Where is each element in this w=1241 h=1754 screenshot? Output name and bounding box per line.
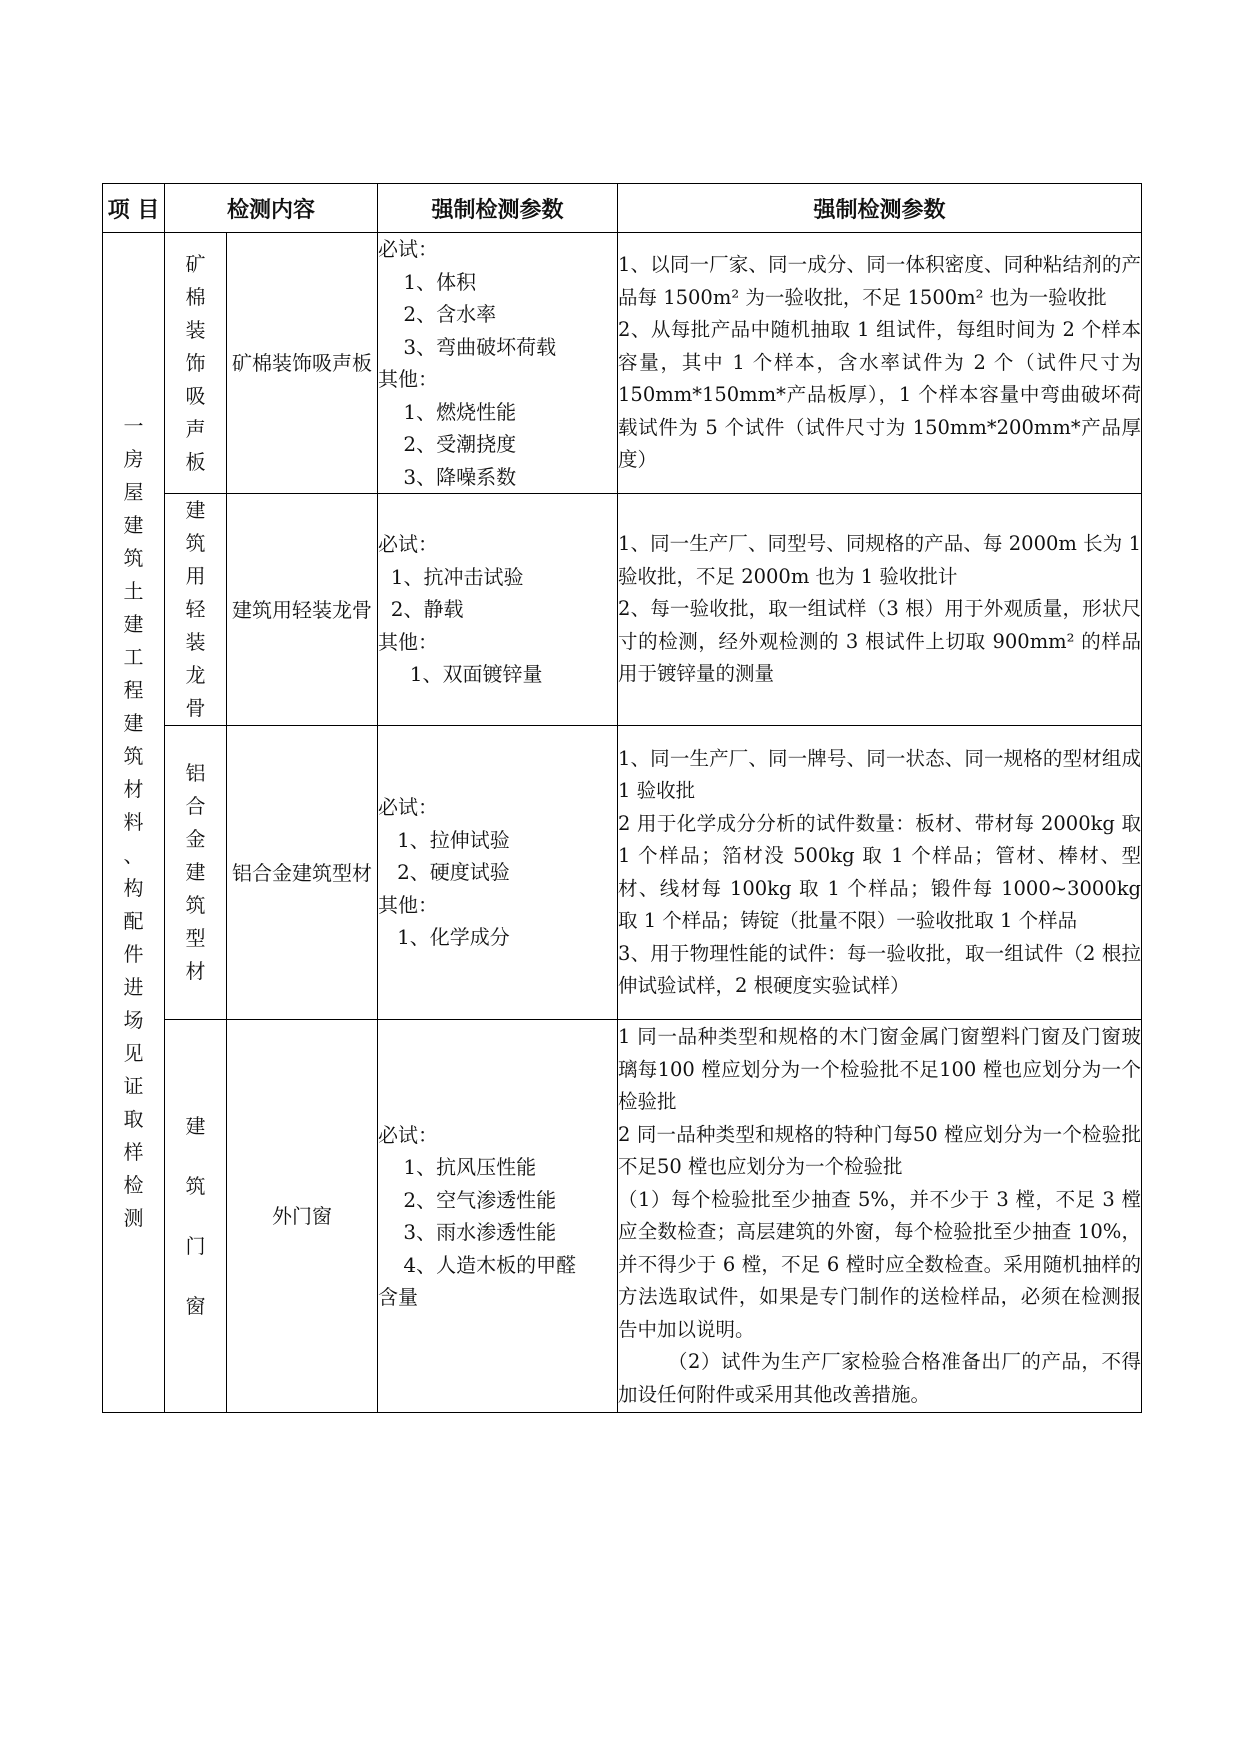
rule-paragraph: 1 同一品种类型和规格的木门窗金属门窗塑料门窗及门窗玻璃每100 樘应划分为一个检验批不足100 樘也应划分为一个检验批: [618, 1025, 1141, 1113]
rule-paragraph: 2 同一品种类型和规格的特种门每50 樘应划分为一个检验批不足50 樘也应划分为一个检验批: [618, 1122, 1141, 1178]
param-line: 3、雨水渗透性能: [378, 1220, 557, 1244]
rules-cell: [618, 233, 1142, 494]
rule-paragraph: 2、从每批产品中随机抽取 1 组试件，每组时间为 2 个样本容量，其中 1 个样本，含水率试件为 2 个（试件尺寸为 150mm*150mm*产品板厚），1 个样本容量中弯曲破坏荷载试件为 5 个试件（试件尺寸为 150mm*200mm*产品厚度）: [618, 318, 1141, 472]
header-content: 检测内容: [165, 184, 378, 233]
param-line: 其他：: [378, 892, 438, 917]
item-name-cell: 矿棉装饰吸声板: [227, 233, 378, 494]
header-project: 项 目: [103, 184, 165, 233]
sub-category-cell: 建 筑 用 轻 装 龙 骨: [165, 494, 227, 726]
param-line: 2、受潮挠度: [378, 432, 517, 456]
params-cell: [378, 494, 618, 726]
item-name-cell: 建筑用轻装龙骨: [227, 494, 378, 726]
rule-paragraph: 1、以同一厂家、同一成分、同一体积密度、同种粘结剂的产品每 1500m² 为一验收批，不足 1500m² 也为一验收批: [618, 253, 1141, 309]
sub-category-cell: 建 筑 门 窗: [165, 1020, 227, 1413]
rules-cell: [618, 494, 1142, 726]
inspection-table: [102, 183, 1142, 233]
param-line: 2、硬度试验: [378, 860, 510, 885]
table-row: [103, 1020, 1142, 1413]
param-line: 1、抗风压性能: [378, 1155, 537, 1179]
rules-cell: [618, 726, 1142, 1020]
table-row: [103, 726, 1142, 1020]
category-cell: 一 房 屋 建 筑 土 建 工 程 建 筑 材 料 、 构 配 件 进 场 见 证 取 样 检 测: [103, 233, 165, 1413]
param-line: 1、拉伸试验: [378, 827, 510, 852]
rule-paragraph: 2、每一验收批，取一组试样（3 根）用于外观质量，形状尺寸的检测，经外观检测的 3 根试件上切取 900mm² 的样品用于镀锌量的测量: [618, 597, 1141, 686]
param-line: 其他：: [378, 367, 438, 391]
param-line: 其他：: [378, 629, 438, 654]
header-params: 强制检测参数: [378, 184, 618, 233]
param-line: 1、体积: [378, 269, 477, 294]
param-line: 4、人造木板的甲醛: [378, 1252, 577, 1277]
params-cell: [378, 1020, 618, 1413]
param-line: 1、抗冲击试验: [378, 564, 524, 589]
param-line: 1、双面镀锌量: [378, 662, 543, 687]
sub-category-cell: 铝 合 金 建 筑 型 材: [165, 726, 227, 1020]
inspection-body: [102, 232, 1142, 1413]
header-params-2: 强制检测参数: [618, 184, 1142, 233]
param-line: 3、降噪系数: [378, 464, 517, 489]
rule-paragraph: 1、同一生产厂、同型号、同规格的产品、每 2000m 长为 1 验收批，不足 2000m 也为 1 验收批计: [618, 532, 1141, 588]
param-line: 含量: [378, 1285, 418, 1309]
param-line: 2、含水率: [378, 302, 497, 326]
param-line: 1、化学成分: [378, 925, 510, 950]
params-cell: [378, 233, 618, 494]
sub-category-cell: 矿 棉 装 饰 吸 声 板: [165, 233, 227, 494]
param-line: 1、燃烧性能: [378, 399, 517, 424]
table-row: [103, 494, 1142, 726]
rule-paragraph: （2）试件为生产厂家检验合格准备出厂的产品，不得加设任何附件或采用其他改善措施。: [618, 1350, 1141, 1406]
table-row: [103, 233, 1142, 494]
rule-paragraph: 2 用于化学成分分析的试件数量：板材、带材每 2000kg 取 1 个样品；箔材没 500kg 取 1 个样品；管材、棒材、型材、线材每 100kg 取 1 个样品；锻件每 1000~3000kg 取 1 个样品；铸锭（批量不限）一验收批取 1 个样品: [618, 811, 1141, 932]
params-cell: [378, 726, 618, 1020]
param-line: 2、空气渗透性能: [378, 1187, 557, 1212]
rules-cell: [618, 1020, 1142, 1413]
rule-paragraph: （1）每个检验批至少抽查 5%，并不少于 3 樘，不足 3 樘应全数检查；高层建筑的外窗，每个检验批至少抽查 10%，并不得少于 6 樘，不足 6 樘时应全数检查。采用随机抽样的方法选取试件，如果是专门制作的送检样品，必须在检测报告中加以说明。: [618, 1187, 1141, 1341]
param-line: 必试：: [378, 532, 438, 557]
table-header-row: [103, 184, 1142, 233]
rule-paragraph: 1、同一生产厂、同一牌号、同一状态、同一规格的型材组成 1 验收批: [618, 746, 1141, 802]
rule-paragraph: 3、用于物理性能的试件：每一验收批，取一组试件（2 根拉伸试验试样，2 根硬度实验试样）: [618, 941, 1141, 997]
param-line: 必试：: [378, 237, 438, 261]
param-line: 3、弯曲破坏荷载: [378, 334, 557, 359]
param-line: 2、静载: [378, 597, 464, 622]
param-line: 必试：: [378, 1122, 438, 1147]
item-name-cell: 外门窗: [227, 1020, 378, 1413]
param-line: 必试：: [378, 795, 438, 820]
item-name-cell: 铝合金建筑型材: [227, 726, 378, 1020]
